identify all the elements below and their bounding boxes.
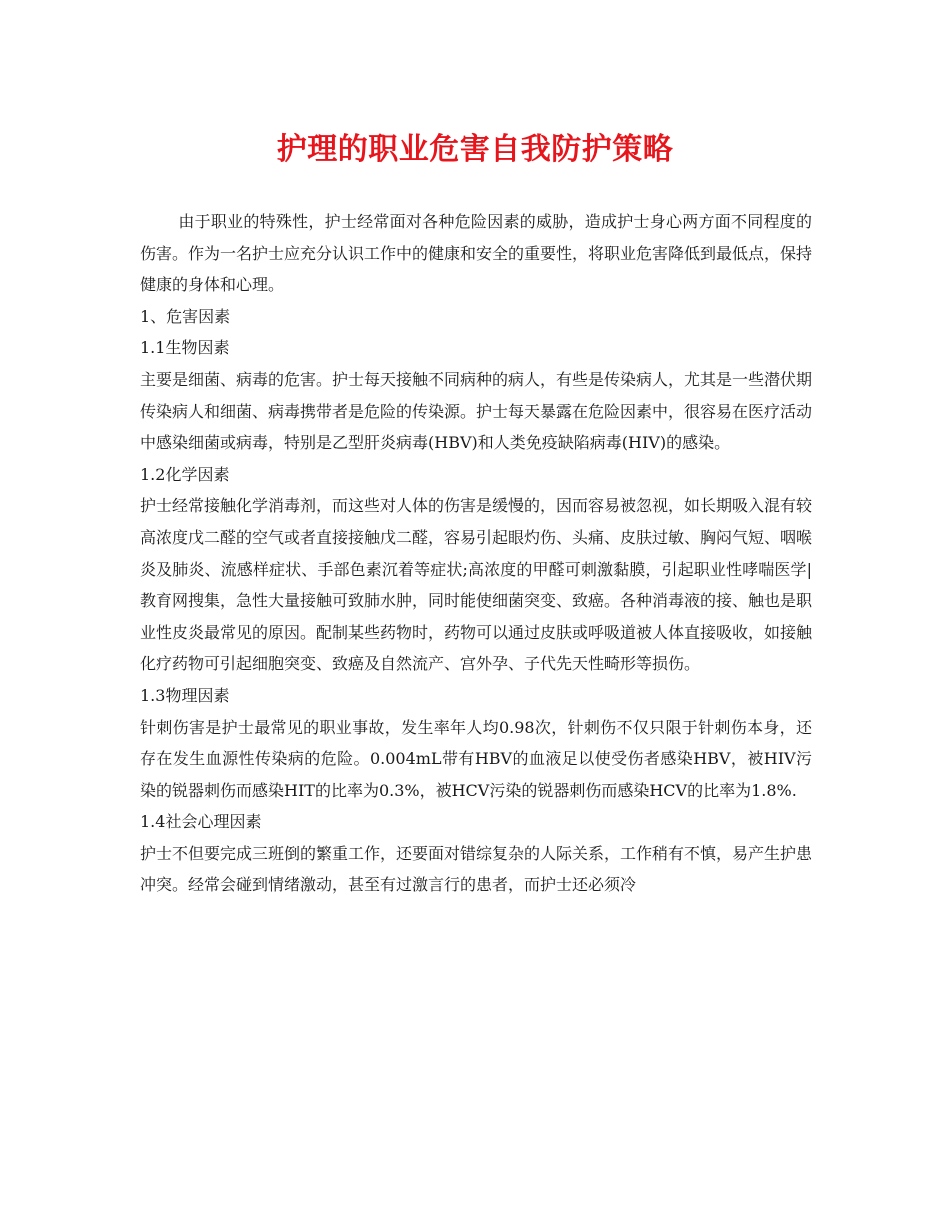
paragraph-psychosocial: 护士不但要完成三班倒的繁重工作，还要面对错综复杂的人际关系，工作稍有不慎，易产生护患冲突。经常会碰到情绪激动，甚至有过激言行的患者，而护士还必须冷: [140, 843, 813, 895]
subsection-heading-chemical: 1.2化学因素: [140, 464, 230, 484]
paragraph-physical: 针刺伤害是护士最常见的职业事故，发生率年人均0.98次，针刺伤不仅只限于针刺伤本身，还存在发生血源性传染病的危险。0.004mL带有HBV的血液足以使受伤者感染HBV，被HIV污染的锐器刺伤而感染HIT的比率为0.3%，被HCV污染的锐器刺伤而感染HCV的比率为1.8%.: [140, 717, 812, 800]
subsection-heading-physical: 1.3物理因素: [140, 685, 230, 705]
section-heading-hazard-factors: 1、危害因素: [140, 306, 231, 326]
document-title: 护理的职业危害自我防护策略: [276, 132, 674, 167]
document-body: [140, 206, 812, 901]
subsection-heading-psychosocial: 1.4社会心理因素: [140, 812, 262, 832]
subsection-heading-biological: 1.1生物因素: [140, 338, 230, 358]
intro-paragraph: 由于职业的特殊性，护士经常面对各种危险因素的威胁，造成护士身心两方面不同程度的伤害。作为一名护士应充分认识工作中的健康和安全的重要性，将职业危害降低到最低点，保持健康的身体和心理。: [140, 212, 813, 295]
paragraph-chemical: 护士经常接触化学消毒剂，而这些对人体的伤害是缓慢的，因而容易被忽视，如长期吸入混有较高浓度戊二醛的空气或者直接接触戊二醛，容易引起眼灼伤、头痛、皮肤过敏、胸闷气短、咽喉炎及肺炎、流感样症状、手部色素沉着等症状;高浓度的甲醛可刺激黏膜，引起职业性哮喘医学|教育网搜集，急性大量接触可致肺水肿，同时能使细菌突变、致癌。各种消毒液的接、触也是职业性皮炎最常见的原因。配制某些药物时，药物可以通过皮肤或呼吸道被人体直接吸收，如接触化疗药物可引起细胞突变、致癌及自然流产、宫外孕、子代先天性畸形等损伤。: [140, 496, 813, 674]
paragraph-biological: 主要是细菌、病毒的危害。护士每天接触不同病种的病人，有些是传染病人，尤其是一些潜伏期传染病人和细菌、病毒携带者是危险的传染源。护士每天暴露在危险因素中，很容易在医疗活动中感染细菌或病毒，特别是乙型肝炎病毒(HBV)和人类免疫缺陷病毒(HIV)的感染。: [140, 369, 813, 453]
